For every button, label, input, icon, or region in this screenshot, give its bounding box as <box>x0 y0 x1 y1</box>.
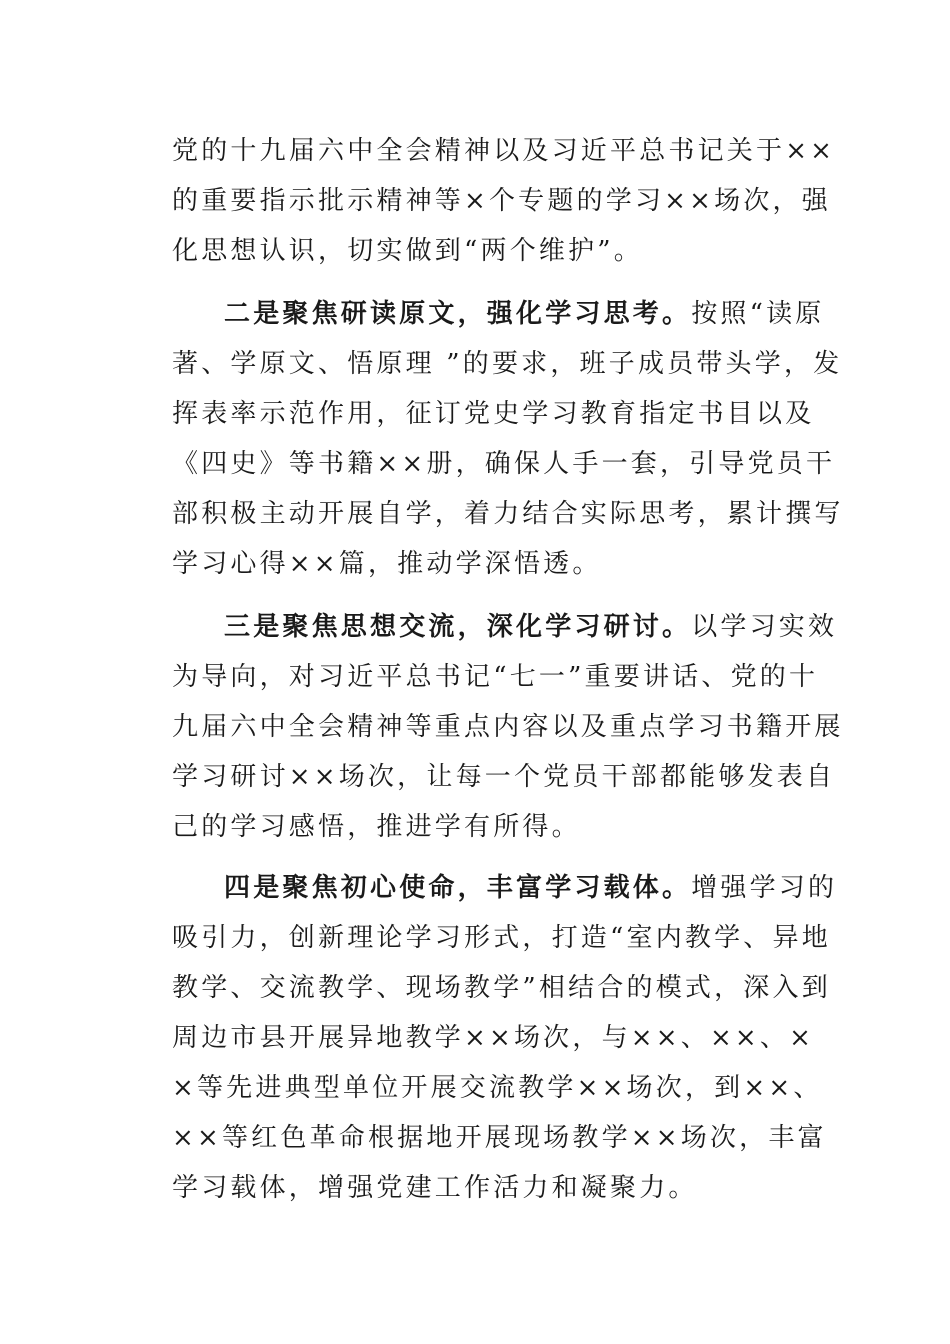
paragraph-line: 教学、交流教学、现场教学”相结合的模式，深入到 <box>172 973 831 1003</box>
paragraph-line: 为导向，对习近平总书记“七一”重要讲话、党的十 <box>172 662 819 692</box>
paragraph-first-line <box>224 607 837 647</box>
paragraph-line: 吸引力，创新理论学习形式，打造“室内教学、异地 <box>172 923 831 953</box>
paragraph-line: 学习研讨××场次，让每一个党员干部都能够发表自 <box>172 762 836 792</box>
paragraph-line: 学习心得××篇，推动学深悟透。 <box>172 549 602 579</box>
paragraph-heading: 四是聚焦初心使命，丰富学习载体。 <box>224 873 692 903</box>
paragraph-heading: 二是聚焦研读原文，强化学习思考。 <box>224 299 692 329</box>
paragraph-line-tail: 增强学习的 <box>691 873 838 903</box>
paragraph-first-line <box>224 294 825 334</box>
paragraph-line: 《四史》等书籍××册，确保人手一套，引导党员干 <box>172 449 836 479</box>
paragraph-line: 部积极主动开展自学，着力结合实际思考，累计撰写 <box>172 499 844 529</box>
paragraph-line: ××等红色革命根据地开展现场教学××场次，丰富 <box>172 1123 827 1153</box>
paragraph-line: ×等先进典型单位开展交流教学××场次，到××、 <box>172 1073 823 1103</box>
paragraph-line: 党的十九届六中全会精神以及习近平总书记关于×× <box>172 136 836 166</box>
paragraph-line: 挥表率示范作用，征订党史学习教育指定书目以及 <box>172 399 815 429</box>
paragraph-line-tail: 以学习实效 <box>691 612 838 642</box>
paragraph-line: 九届六中全会精神等重点内容以及重点学习书籍开展 <box>172 712 844 742</box>
paragraph-line: 著、学原文、悟原理 ”的要求，班子成员带头学，发 <box>172 349 843 379</box>
paragraph-line: 周边市县开展异地教学××场次，与××、××、× <box>172 1023 815 1053</box>
paragraph-line: 学习载体，增强党建工作活力和凝聚力。 <box>172 1173 698 1203</box>
paragraph-first-line <box>224 868 837 908</box>
paragraph-line: 化思想认识，切实做到“两个维护”。 <box>172 236 643 266</box>
paragraph-line: 己的学习感悟，推进学有所得。 <box>172 812 581 842</box>
paragraph-line-tail: 按照“读原 <box>691 299 825 329</box>
paragraph-heading: 三是聚焦思想交流，深化学习研讨。 <box>224 612 692 642</box>
paragraph-line: 的重要指示批示精神等×个专题的学习××场次，强 <box>172 186 831 216</box>
